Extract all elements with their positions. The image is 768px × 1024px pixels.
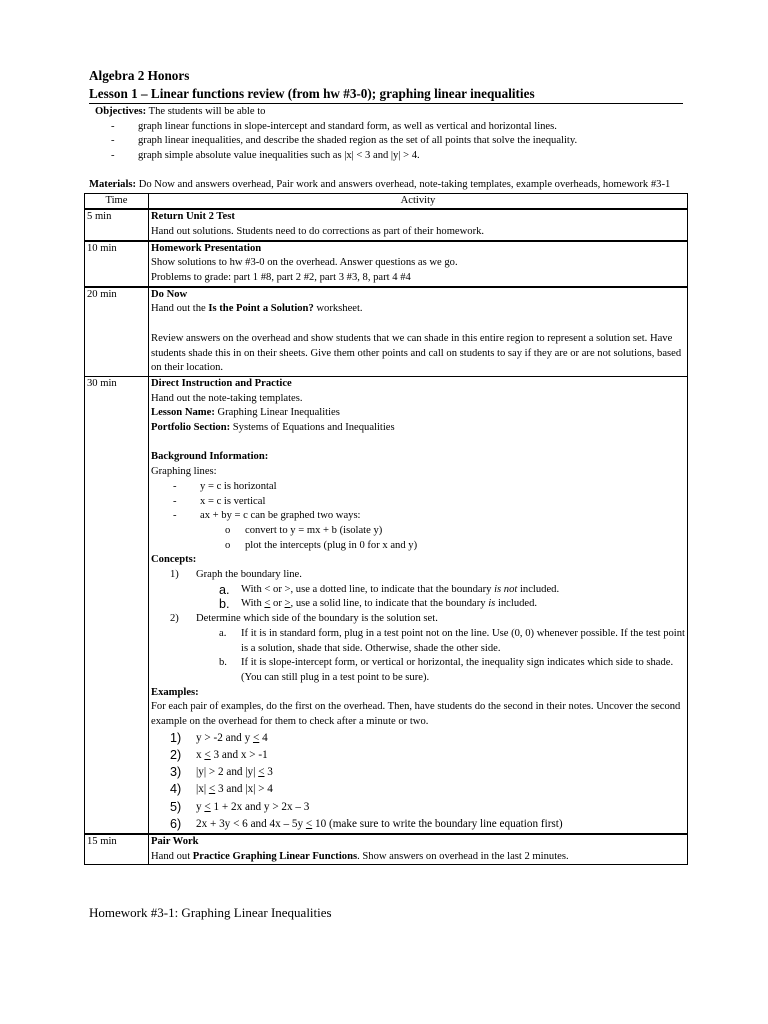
table-row	[85, 287, 688, 377]
table-header-row	[85, 193, 688, 209]
lesson-title: Lesson 1 – Linear functions review (from hw #3-0); graphing linear inequalities	[89, 85, 683, 104]
row-activity: Homework Presentation Show solutions to hw #3-0 on the overhead. Answer questions as we go. Problems to grade: part 1 #8, part 2 #2, part 3 #3, 8, part 4 #4	[149, 241, 688, 287]
row-activity: Direct Instruction and Practice Hand out the note-taking templates. Lesson Name: Graphing Linear Inequalities Portfolio Section: Systems of Equations and Inequalities Background Information: Graphing lines: - y = c is horizontal - x = c is vertical - ax + by = c can be graphed two ways: o convert to y = mx + b (isolate y) o plot the intercepts (plug in 0 for x and y) Concepts: 1) Graph the boundary line. a. With < or >, use a dotted line, to indicate that the boundary is not included. b. With < or >, use a solid line, to indicate that the boundary is included. 2) Determine which side of the boundary is the solution set. a. If it is in standard form, plug in a test point not on the line. Use (0, 0) whenever possible. If the test point is a solution, shade that side. Otherwise, shade the other side. b. If it is slope-intercept form, or vertical or horizontal, the inequality sign indicates which side to shade. (You can still plug in a test point to be sure). Examples: For each pair of examples, do the first on the overhead. Then, have students do the second in their notes. Uncover the second example on the overhead for them to check after a minute or two. 1) y > -2 and y < 4 2) x < 3 and x > -1 3) |y| > 2 and |y| < 3 4) |x| < 3 and |x| > 4 5) y < 1 + 2x and y > 2x – 3 6) 2x + 3y < 6 and 4x – 5y < 10 (make sure to write the boundary line equation first)	[149, 376, 688, 834]
materials-label: Materials:	[89, 178, 137, 190]
row-activity: Pair Work Hand out Practice Graphing Linear Functions. Show answers on overhead in the last 2 minutes.	[149, 834, 688, 865]
homework-line: Homework #3-1: Graphing Linear Inequalities	[89, 905, 332, 920]
row-time: 5 min	[85, 209, 149, 240]
objectives-section	[89, 105, 683, 164]
objectives-label: Objectives:	[95, 106, 147, 117]
row-time: 10 min	[85, 241, 149, 287]
table-row	[85, 834, 688, 865]
objective-item: - graph linear inequalities, and describe the shaded region as the set of all points that solve the inequality.	[111, 135, 578, 147]
objective-item: - graph linear functions in slope-intercept and standard form, as well as vertical and horizontal lines.	[111, 120, 557, 132]
objectives-intro: The students will be able to	[146, 106, 266, 117]
materials-text: Do Now and answers overhead, Pair work and answers overhead, note-taking templates, example overheads, homework #3-1	[136, 178, 671, 190]
row-activity: Return Unit 2 Test Hand out solutions. Students need to do corrections as part of their homework.	[149, 209, 688, 240]
lesson-plan-page	[89, 67, 683, 865]
course-title: Algebra 2 Honors	[89, 68, 190, 83]
activity-table	[84, 193, 688, 866]
table-row	[85, 241, 688, 287]
row-time: 30 min	[85, 376, 149, 834]
table-row	[85, 209, 688, 240]
table-row	[85, 376, 688, 834]
objective-item: - graph simple absolute value inequalities such as |x| < 3 and |y| > 4.	[111, 150, 420, 162]
activity-header: Activity	[149, 193, 688, 209]
materials-section	[89, 178, 683, 193]
row-activity: Do Now Hand out the Is the Point a Solution? worksheet. Review answers on the overhead and show students that we can shade in this entire region to represent a solution set. Have students shade this in on their sheets. Give them other points and call on students to say if they are or are not solutions, based on their location.	[149, 287, 688, 377]
row-time: 15 min	[85, 834, 149, 865]
row-time: 20 min	[85, 287, 149, 377]
time-header: Time	[85, 193, 149, 209]
